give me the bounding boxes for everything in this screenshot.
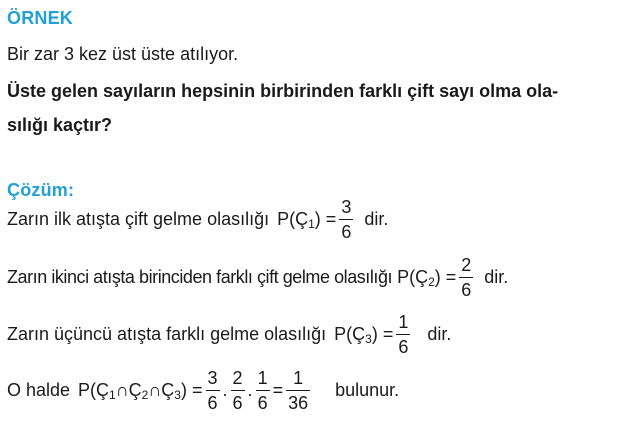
solution-step-1 [7,198,388,241]
solution-heading: Çözüm: [7,180,75,200]
result-fraction-final [286,369,310,412]
step-3-denominator: 6 [398,337,409,357]
result-dot-1: . [222,380,228,400]
result-fraction-2-numerator: 2 [232,368,243,388]
step-3-expr: $P(Ç_3)$ = [334,323,394,346]
step-2-denominator: 6 [461,280,472,300]
result-fraction-2-denominator: 6 [232,393,243,413]
result-fraction-3-denominator: 6 [257,393,268,413]
step-3-numerator: 1 [398,312,409,332]
solution-step-2 [7,256,508,299]
result-fraction-1-denominator: 6 [207,393,218,413]
step-2-expr: $P(Ç_2)$ = [397,266,457,289]
step-3-text: Zarın üçüncü atışta farklı gelme olasılığı [7,324,327,344]
result-dot-2: . [247,380,253,400]
step-3-suffix: dir. [427,324,452,344]
example-heading: ÖRNEK [7,8,74,28]
step-2-text: Zarın ikinci atışta birinciden farklı çift gelme olasılığı [7,267,393,287]
step-3-fraction [396,313,410,356]
result-fraction-1-numerator: 3 [207,368,218,388]
result-fraction-1 [206,369,220,412]
result-expr: $P(Ç_1\cap Ç_2\cap Ç_3)$ = [78,379,203,402]
result-suffix: bulunur. [335,380,400,400]
problem-statement: Bir zar 3 kez üst üste atılıyor. [7,44,239,64]
step-2-fraction [459,256,473,299]
step-1-denominator: 6 [341,222,352,242]
question-line-1: Üste gelen sayıların hepsinin birbirinden farklı çift sayı olma ola- [7,81,559,101]
step-2-suffix: dir. [484,267,509,287]
step-1-numerator: 3 [341,197,352,217]
result-fraction-3 [256,369,270,412]
result-final-denominator: 36 [288,393,309,413]
step-2-numerator: 2 [461,255,472,275]
step-1-text: Zarın ilk atışta çift gelme olasılığı [7,209,270,229]
result-lead: O halde [7,380,71,400]
solution-result [7,369,399,412]
result-final-numerator: 1 [293,368,304,388]
step-1-suffix: dir. [364,209,389,229]
result-equals: = [272,380,284,400]
result-fraction-2 [231,369,245,412]
solution-step-3 [7,313,451,356]
question-line-2: sılığı kaçtır? [7,115,113,135]
step-1-expr: $P(Ç_1)$ = [277,208,337,231]
step-1-fraction [339,198,353,241]
result-fraction-3-numerator: 1 [257,368,268,388]
